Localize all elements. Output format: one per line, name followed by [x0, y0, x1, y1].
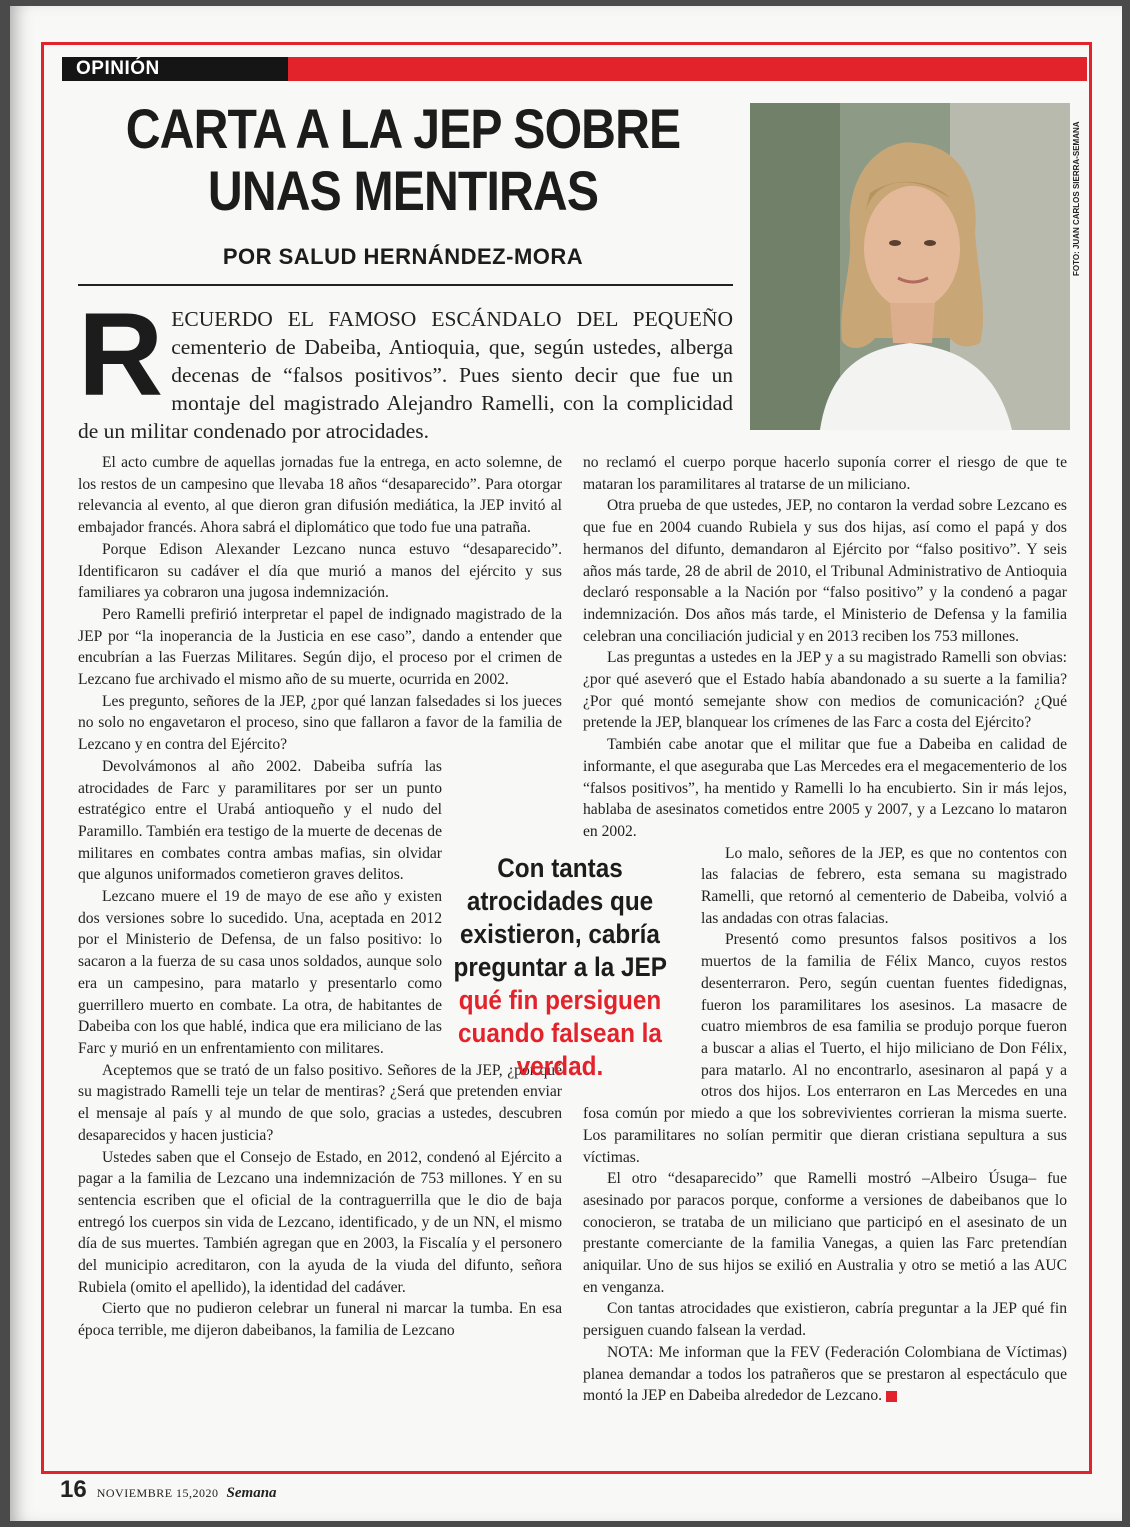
paragraph: Porque Edison Alexander Lezcano nunca estuvo “desaparecido”. Identificaron su cadáver el día que murió a manos del ejército y sus familiares ya cobraron una jugosa indemnización. — [78, 540, 562, 602]
paragraph: Presentó como presuntos falsos positivos a los muertos de la familia de Félix Manco, cuyos restos desenterraron. Pero, según cuentan fuentes fidedignas, fueron los paramilitares los asesinos. La masacre de cuatro miembros de esa familia se produjo porque fueron a buscar a alias el Tuerto, el hijo miliciano de Don Félix, para matarlo. Al no encontrarlo, asesinaron al papá y a otros dos hijos. Los enterraron en Las Mercedes en una fosa común por miedo a que los sobrevivientes corrieran la misma suerte. Los paramilitares no solían permitir que dieran cristiana sepultura a sus víctimas. — [583, 931, 1067, 1166]
paragraph: También cabe anotar que el militar que fue a Dabeiba en calidad de informante, el que aseguraba que Las Mercedes era el megacementerio de los “falsos positivos”, ha mentido y Ramelli lo ha encubierto. Sin ir más lejos, hablaba de asesinatos cometidos entre 2005 y 2007, y a Lezcano lo mataron en 2002. — [583, 736, 1067, 840]
paragraph: Cierto que no pudieron celebrar un funeral ni marcar la tumba. En esa época terrible, me dijeron dabeibanos, la familia de Lezcano — [78, 1300, 562, 1340]
drop-cap: R — [78, 289, 164, 421]
issue-date: NOVIEMBRE 15,2020 — [96, 1486, 219, 1500]
paragraph: El otro “desaparecido” que Ramelli mostró –Albeiro Úsuga– fue asesinado por paracos porque, conforme a versiones de dabeibanos que lo conocieron, se trataba de un miliciano que participó en el asesinato de un prestante comerciante de la familia Vanegas, a quien las Farc pretendían aniquilar. Uno de sus hijos se exilió en Australia y otro se metió a las AUC en venganza. — [583, 1170, 1067, 1296]
paragraph: Otra prueba de que ustedes, JEP, no contaron la verdad sobre Lezcano es que fue en 2004 cuando Rubiela y sus dos hijas, así como el papá y dos hermanos del difunto, demandaron al Ejército por “falso positivo”. Y seis años más tarde, 28 de abril de 2010, el Tribunal Administrativo de Antioquia declaró responsable a la Nación por “falso positivo” y la condenó a pagar indemnización. Dos años más tarde, el Ministerio de Defensa y la familia celebran una conciliación judicial y en 2013 reciben los 753 millones. — [583, 497, 1067, 645]
paragraph: Pero Ramelli prefirió interpretar el papel de indignado magistrado de la JEP por “la inoperancia de la Justicia en ese caso”, dando a entender que encubrían a las Fuerzas Militares. Según dijo, el proceso por el crimen de Lezcano fue archivado el mismo año de su muerte, ocurrida en 2002. — [78, 605, 562, 689]
paragraph: El acto cumbre de aquellas jornadas fue la entrega, en acto solemne, de los restos de un campesino que llevaba 18 años “desaparecido”. Para otorgar relevancia al evento, al que dieron gran difusión mediática, la JEP invitó al embajador francés. Ahora sabrá el diplomático que todo fue una patraña. — [78, 454, 562, 537]
page-footer — [60, 1476, 277, 1504]
paragraph: Lezcano muere el 19 de mayo de ese año y existen dos versiones sobre lo sucedido. Una, aceptada en 2012 por el Ministerio de Defensa, de un falso positivo: lo sacaron a la fuerza de su casa unos soldados, aunque solo era un campesino, para matarlo y presentarlo como guerrillero muerto en combate. La otra, de habitantes de Dabeiba con los que hablé, indica que era miliciano de las Farc y murió en un enfrentamiento con militares. — [78, 888, 442, 1057]
paragraph: Ustedes saben que el Consejo de Estado, en 2012, condenó al Ejército a pagar a la familia de Lezcano una indemnización de 753 millones. Y en su sentencia escriben que el oficial de la contraguerrilla que le dio de baja entregó los cuerpos sin vida de Lezcano, identificado, y de un NN, el mismo día de sus muertes. También agregan que en 2003, la Fiscalía y el personero del municipio acreditaron, con la ayuda de la viuda del difunto, señora Rubiela (omito el apellido), la identidad del cadáver. — [78, 1148, 562, 1296]
note-text: NOTA: Me informan que la FEV (Federación Colombiana de Víctimas) planea demandar a todos los patrañeros que se prestaron al espectáculo que montó la JEP en Dabeiba alrededor de Lezcano. — [583, 1343, 1067, 1405]
title-rule — [78, 284, 733, 286]
article-title: CARTA A LA JEP SOBRE UNAS MENTIRAS — [125, 97, 681, 222]
pull-quote-red: qué fin persiguen cuando falsean la verdad. — [458, 985, 662, 1081]
paragraph: Con tantas atrocidades que existieron, cabría preguntar a la JEP qué fin persiguen cuando falsean la verdad. — [583, 1300, 1067, 1340]
author-photo — [750, 103, 1070, 430]
paragraph: no reclamó el cuerpo porque hacerlo suponía correr el riesgo de que te mataran los paramilitares al tratarse de un miliciano. — [583, 454, 1067, 493]
paragraph: Les pregunto, señores de la JEP, ¿por qué lanzan falsedades si los jueces no solo no engavetaron el proceso, sino que fallaron a favor de la familia de Lezcano y en contra del Ejército? — [78, 692, 562, 754]
portrait-illustration — [750, 103, 1070, 430]
paragraph: Las preguntas a ustedes en la JEP y a su magistrado Ramelli son obvias: ¿por qué aseveró que el Estado había abandonado a su suerte a la familia? ¿Por qué montó semejante show con medios de comunicación? ¿Qué pretende la JEP, blanquear los crímenes de las Farc a costa del Ejército? — [583, 649, 1067, 732]
section-accent-bar — [288, 57, 1087, 81]
lead-paragraph — [78, 289, 733, 445]
paragraph: Lo malo, señores de la JEP, es que no contentos con las falacias de febrero, esta semana su magistrado Ramelli, que retornó al cementerio de Dabeiba, volvió a las andadas con otras falacias. — [701, 844, 1067, 927]
section-bar — [62, 57, 1087, 81]
paragraph — [583, 1342, 1067, 1407]
magazine-name: Semana — [226, 1485, 277, 1501]
end-mark-icon — [886, 1391, 897, 1402]
pull-quote-black: Con tantas atrocidades que existieron, cabría preguntar a la JEP — [453, 853, 667, 982]
pull-quote — [452, 852, 668, 1083]
lead-text: ECUERDO EL FAMOSO ESCÁNDALO DEL PEQUEÑO cementerio de Dabeiba, Antioquia, que, según ustedes, alberga decenas de “falsos positivos”. Pues siento decir que fue un montaje del magistrado Alejandro Ramelli, con la complicidad de un militar condenado por atrocidades. — [78, 307, 733, 443]
article-byline: POR SALUD HERNÁNDEZ-MORA — [222, 244, 584, 269]
paragraph: Aceptemos que se trató de un falso positivo. Señores de la JEP, ¿por qué su magistrado Ramelli teje un telar de mentiras? ¿Será que pretenden enviar el mensaje al país y al mundo de que solo, gracias a ustedes, descubren desaparecidos y hacen justicia? — [78, 1061, 562, 1144]
section-label: OPINIÓN — [62, 57, 288, 81]
photo-credit: FOTO: JUAN CARLOS SIERRA-SEMANA — [1072, 121, 1081, 276]
page-number: 16 — [60, 1476, 87, 1503]
paragraph: Devolvámonos al año 2002. Dabeiba sufría las atrocidades de Farc y paramilitares por ser un punto estratégico entre el Urabá antioqueño y el nudo del Paramillo. También era testigo de la muerte de decenas de militares en combates contra ambas mafias, sin olvidar que algunos uniformados cometieron graves delitos. — [78, 757, 442, 884]
